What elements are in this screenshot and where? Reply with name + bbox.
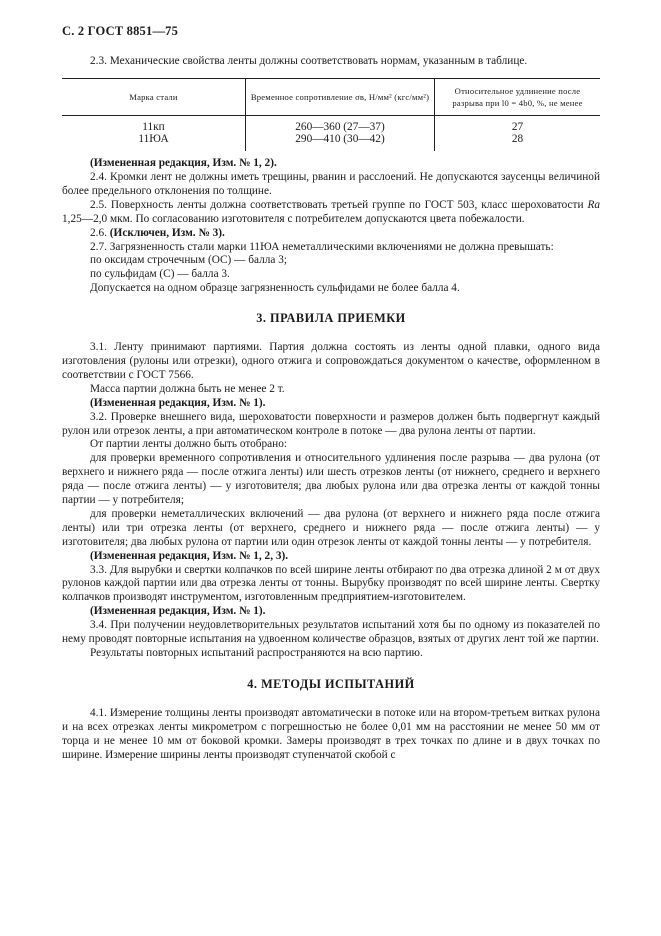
edit-note: (Измененная редакция, Изм. № 1, 2). — [90, 157, 277, 170]
clause-2-7-oxides: по оксидам строчечным (ОС) — балла 3; — [90, 254, 288, 267]
table-header-row — [62, 78, 600, 115]
mechanical-properties-table — [62, 78, 600, 151]
document-body — [62, 55, 600, 762]
table-row — [62, 115, 600, 133]
clause-2-6 — [62, 227, 600, 241]
clause-3-2: 3.2. Проверке внешнего вида, шероховатости поверхности и размеров должен быть подвергнут каждый рулон или отрезок ленты, а при автоматическом контроле в потоке — два рулона ленты от партии. — [62, 410, 600, 437]
cell-strength: 290—410 (30—42) — [246, 134, 435, 152]
edit-note: (Измененная редакция, Изм. № 1). — [90, 396, 266, 409]
clause-3-4-results: Результаты повторных испытаний распространяются на всю партию. — [90, 647, 423, 659]
clause-3-2-inclusion-samples: для проверки неметаллических включений — два рулона (от верхнего и нижнего ряда после отжига ленты) или три отрезка ленты (от верхнего, среднего и нижнего ряда — после отжига ленты) — у изготовителя; два любых рулона от партии или один отрезок ленты от каждой тонны ленты — у потребителя. — [62, 507, 600, 548]
roughness-symbol: Ra — [587, 198, 600, 211]
page-header: С. 2 ГОСТ 8851—75 — [62, 24, 179, 38]
cell-elongation: 28 — [435, 134, 601, 152]
edit-note: (Измененная редакция, Изм. № 1). — [90, 605, 266, 618]
cell-elongation: 27 — [435, 115, 601, 133]
clause-3-1-mass: Масса партии должна быть не менее 2 т. — [90, 382, 285, 395]
clause-2-3: 2.3. Механические свойства ленты должны соответствовать нормам, указанным в таблице. — [90, 55, 528, 67]
clause-2-7-sulfides: по сульфидам (С) — балла 3. — [90, 268, 230, 281]
clause-2-5-text-b: 1,25—2,0 мкм. По согласованию изготовителя с потребителем допускаются цвета побежалости. — [62, 212, 525, 225]
clause-3-2-strength-samples: для проверки временного сопротивления и относительного удлинения после разрыва — два рулона (от верхнего и нижнего ряда — после отжига ленты) или шесть отрезков ленты (от нижнего, среднего и верхнего ряда — после отжига ленты) — у изготовителя; два любых рулона или два отрезка ленты от каждой тонны партии — у потребителя; — [62, 452, 600, 507]
clause-2-5-text-a: 2.5. Поверхность ленты должна соответствовать третьей группе по ГОСТ 503, класс шероховатости — [90, 198, 588, 211]
section-3-title: 3. ПРАВИЛА ПРИЕМКИ — [256, 311, 406, 326]
header-tensile-strength: Временное сопротивление σв, Н/мм² (кгс/мм²) — [246, 78, 435, 115]
clause-2-6-status: (Исключен, Изм. № 3). — [109, 226, 225, 239]
clause-4-1: 4.1. Измерение толщины ленты производят автоматически в потоке или на втором-третьем витках рулона и на всех отрезках ленты микрометром с погрешностью не более 0,01 мм на расстоянии не менее 50 мм от торца и не менее 10 мм от боковой кромки. Замеры производят в трех точках по длине и в двух точках по ширине. Измерение ширины ленты производят ступенчатой скобой с — [62, 706, 600, 761]
clause-3-2-selection: От партии ленты должно быть отобрано: — [90, 438, 288, 451]
edit-note: (Измененная редакция, Изм. № 1, 2, 3). — [90, 549, 289, 562]
clause-2-7-note: Допускается на одном образце загрязненность сульфидами не более балла 4. — [90, 282, 460, 295]
clause-3-3: 3.3. Для вырубки и свертки колпачков по всей ширине ленты отбирают по два отрезка длиной 2 м от двух рулонов каждой партии или два отрезка ленты от тонны. Вырубку производят по всей ширине ленты. Свертку колпачков производят инструментом, изготовленным предприятием-изготовителем. — [62, 563, 600, 604]
header-elongation: Относительное удлинение после разрыва при l0 = 4b0, %, не менее — [435, 78, 601, 115]
cell-strength: 260—360 (27—37) — [246, 115, 435, 133]
section-4-title: 4. МЕТОДЫ ИСПЫТАНИЙ — [247, 676, 415, 691]
cell-grade: 11кп — [142, 120, 165, 133]
clause-2-7: 2.7. Загрязненность стали марки 11ЮА неметаллическими включениями не должна превышать: — [90, 240, 554, 253]
table-row — [62, 134, 600, 152]
clause-2-6-number: 2.6. — [90, 226, 110, 239]
clause-3-1: 3.1. Ленту принимают партиями. Партия должна состоять из ленты одной плавки, одного вида изготовления (рулоны или отрезки), одного отжига и сопровождаться документом о качестве, оформленном в соответствии с ГОСТ 7566. — [62, 341, 600, 381]
cell-grade: 11ЮА — [138, 132, 169, 145]
clause-2-4: 2.4. Кромки лент не должны иметь трещины, рванин и расслоений. Не допускаются заусенцы величиной более предельного отклонения по толщине. — [62, 171, 600, 197]
clause-3-4: 3.4. При получении неудовлетворительных результатов испытаний хотя бы по одному из показателей по нему проводят повторные испытания на удвоенном количестве образцов, взятых от других лент той же партии. — [62, 619, 600, 646]
clause-2-5 — [62, 199, 600, 227]
header-steel-grade: Марка стали — [62, 78, 246, 115]
